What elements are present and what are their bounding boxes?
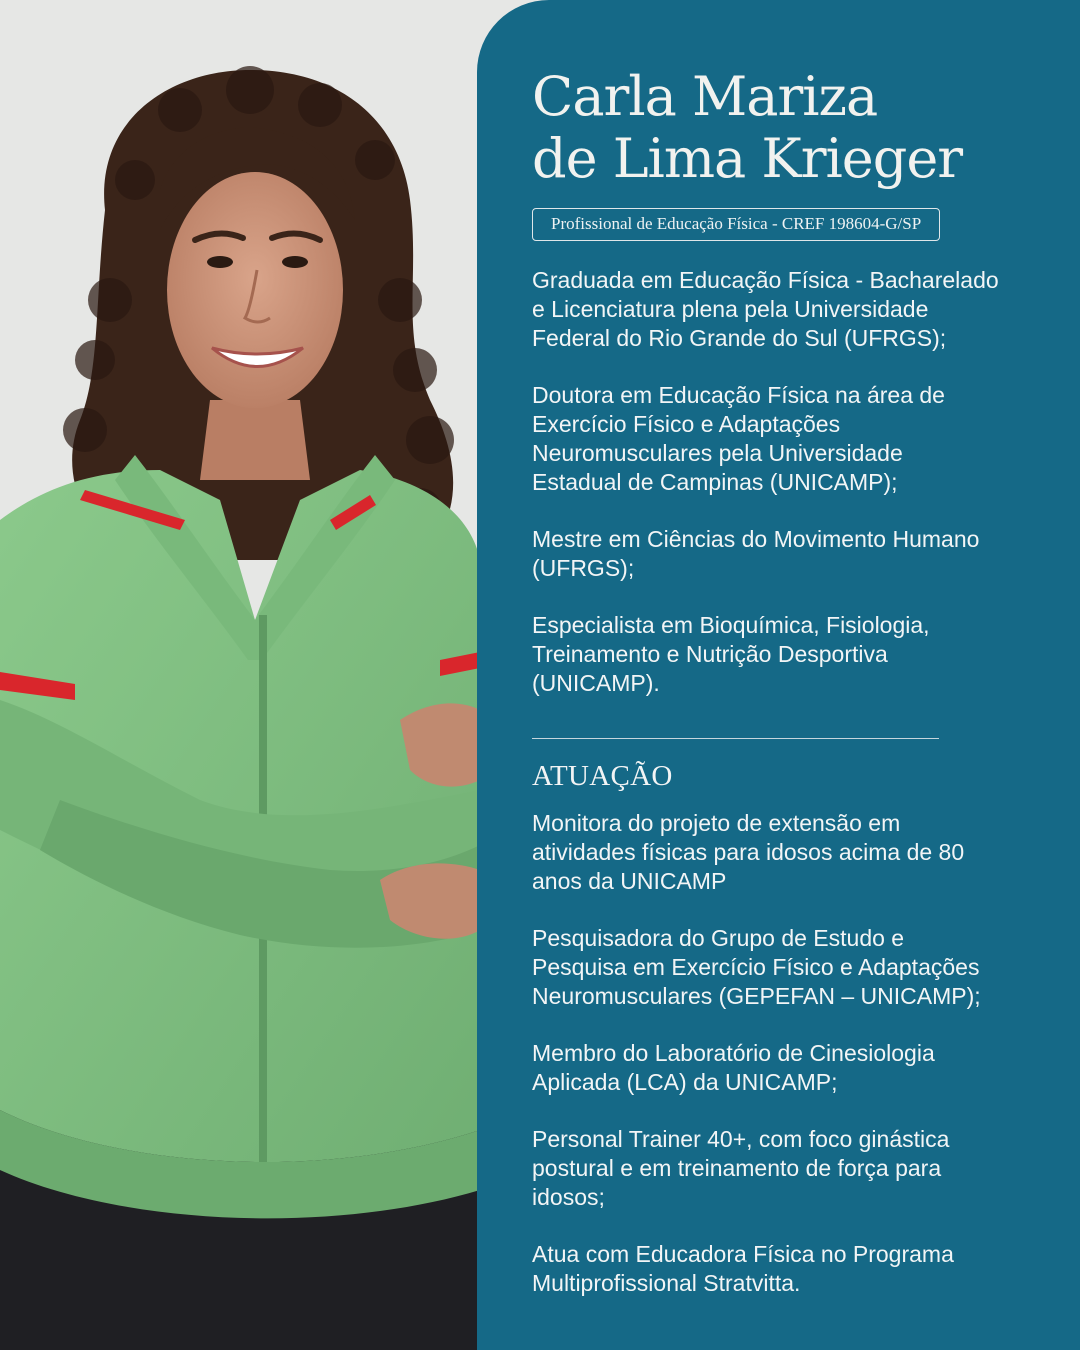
education-item-specialist — [532, 611, 1050, 698]
education-list — [532, 266, 1050, 698]
text-line: idosos; — [532, 1184, 605, 1210]
text-line: Atua com Educadora Física no Programa — [532, 1241, 954, 1267]
atuacao-title: ATUAÇÃO — [532, 760, 673, 792]
atuacao-item-program — [532, 1240, 1050, 1298]
profile-panel — [477, 0, 1080, 1350]
text-line: Monitora do projeto de extensão em — [532, 810, 901, 836]
text-line: Graduada em Educação Física - Bacharelado — [532, 267, 999, 293]
text-line: Estadual de Campinas (UNICAMP); — [532, 469, 898, 495]
text-line: Especialista em Bioquímica, Fisiologia, — [532, 612, 930, 638]
text-line: (UFRGS); — [532, 555, 635, 581]
education-item-doctorate — [532, 381, 1050, 497]
text-line: Exercício Físico e Adaptações — [532, 411, 841, 437]
text-line: Mestre em Ciências do Movimento Humano — [532, 526, 980, 552]
text-line: Pesquisadora do Grupo de Estudo e — [532, 925, 905, 951]
education-item-graduation — [532, 266, 1050, 353]
atuacao-item-researcher — [532, 924, 1050, 1011]
text-line: Pesquisa em Exercício Físico e Adaptações — [532, 954, 980, 980]
atuacao-item-monitor — [532, 809, 1050, 896]
text-line: Neuromusculares (GEPEFAN – UNICAMP); — [532, 983, 981, 1009]
text-line: (UNICAMP). — [532, 670, 660, 696]
text-line: postural e em treinamento de força para — [532, 1155, 942, 1181]
atuacao-item-lab-member — [532, 1039, 1050, 1097]
credential-badge: Profissional de Educação Física - CREF 198604-G/SP — [532, 208, 940, 241]
text-line: Multiprofissional Stratvitta. — [532, 1270, 801, 1296]
text-line: Membro do Laboratório de Cinesiologia — [532, 1040, 935, 1066]
section-divider — [532, 738, 939, 739]
text-line: atividades físicas para idosos acima de 80 — [532, 839, 965, 865]
atuacao-list — [532, 809, 1050, 1298]
text-line: Treinamento e Nutrição Desportiva — [532, 641, 888, 667]
text-line: e Licenciatura plena pela Universidade — [532, 296, 929, 322]
text-line: Neuromusculares pela Universidade — [532, 440, 903, 466]
profile-name — [532, 66, 1050, 190]
atuacao-item-personal-trainer — [532, 1125, 1050, 1212]
text-line: Doutora em Educação Física na área de — [532, 382, 945, 408]
name-line-1: Carla Mariza — [532, 65, 878, 128]
education-item-masters — [532, 525, 1050, 583]
text-line: Aplicada (LCA) da UNICAMP; — [532, 1069, 838, 1095]
text-line: Personal Trainer 40+, com foco ginástica — [532, 1126, 950, 1152]
text-line: Federal do Rio Grande do Sul (UFRGS); — [532, 325, 947, 351]
text-line: anos da UNICAMP — [532, 868, 727, 894]
name-line-2: de Lima Krieger — [532, 127, 963, 190]
